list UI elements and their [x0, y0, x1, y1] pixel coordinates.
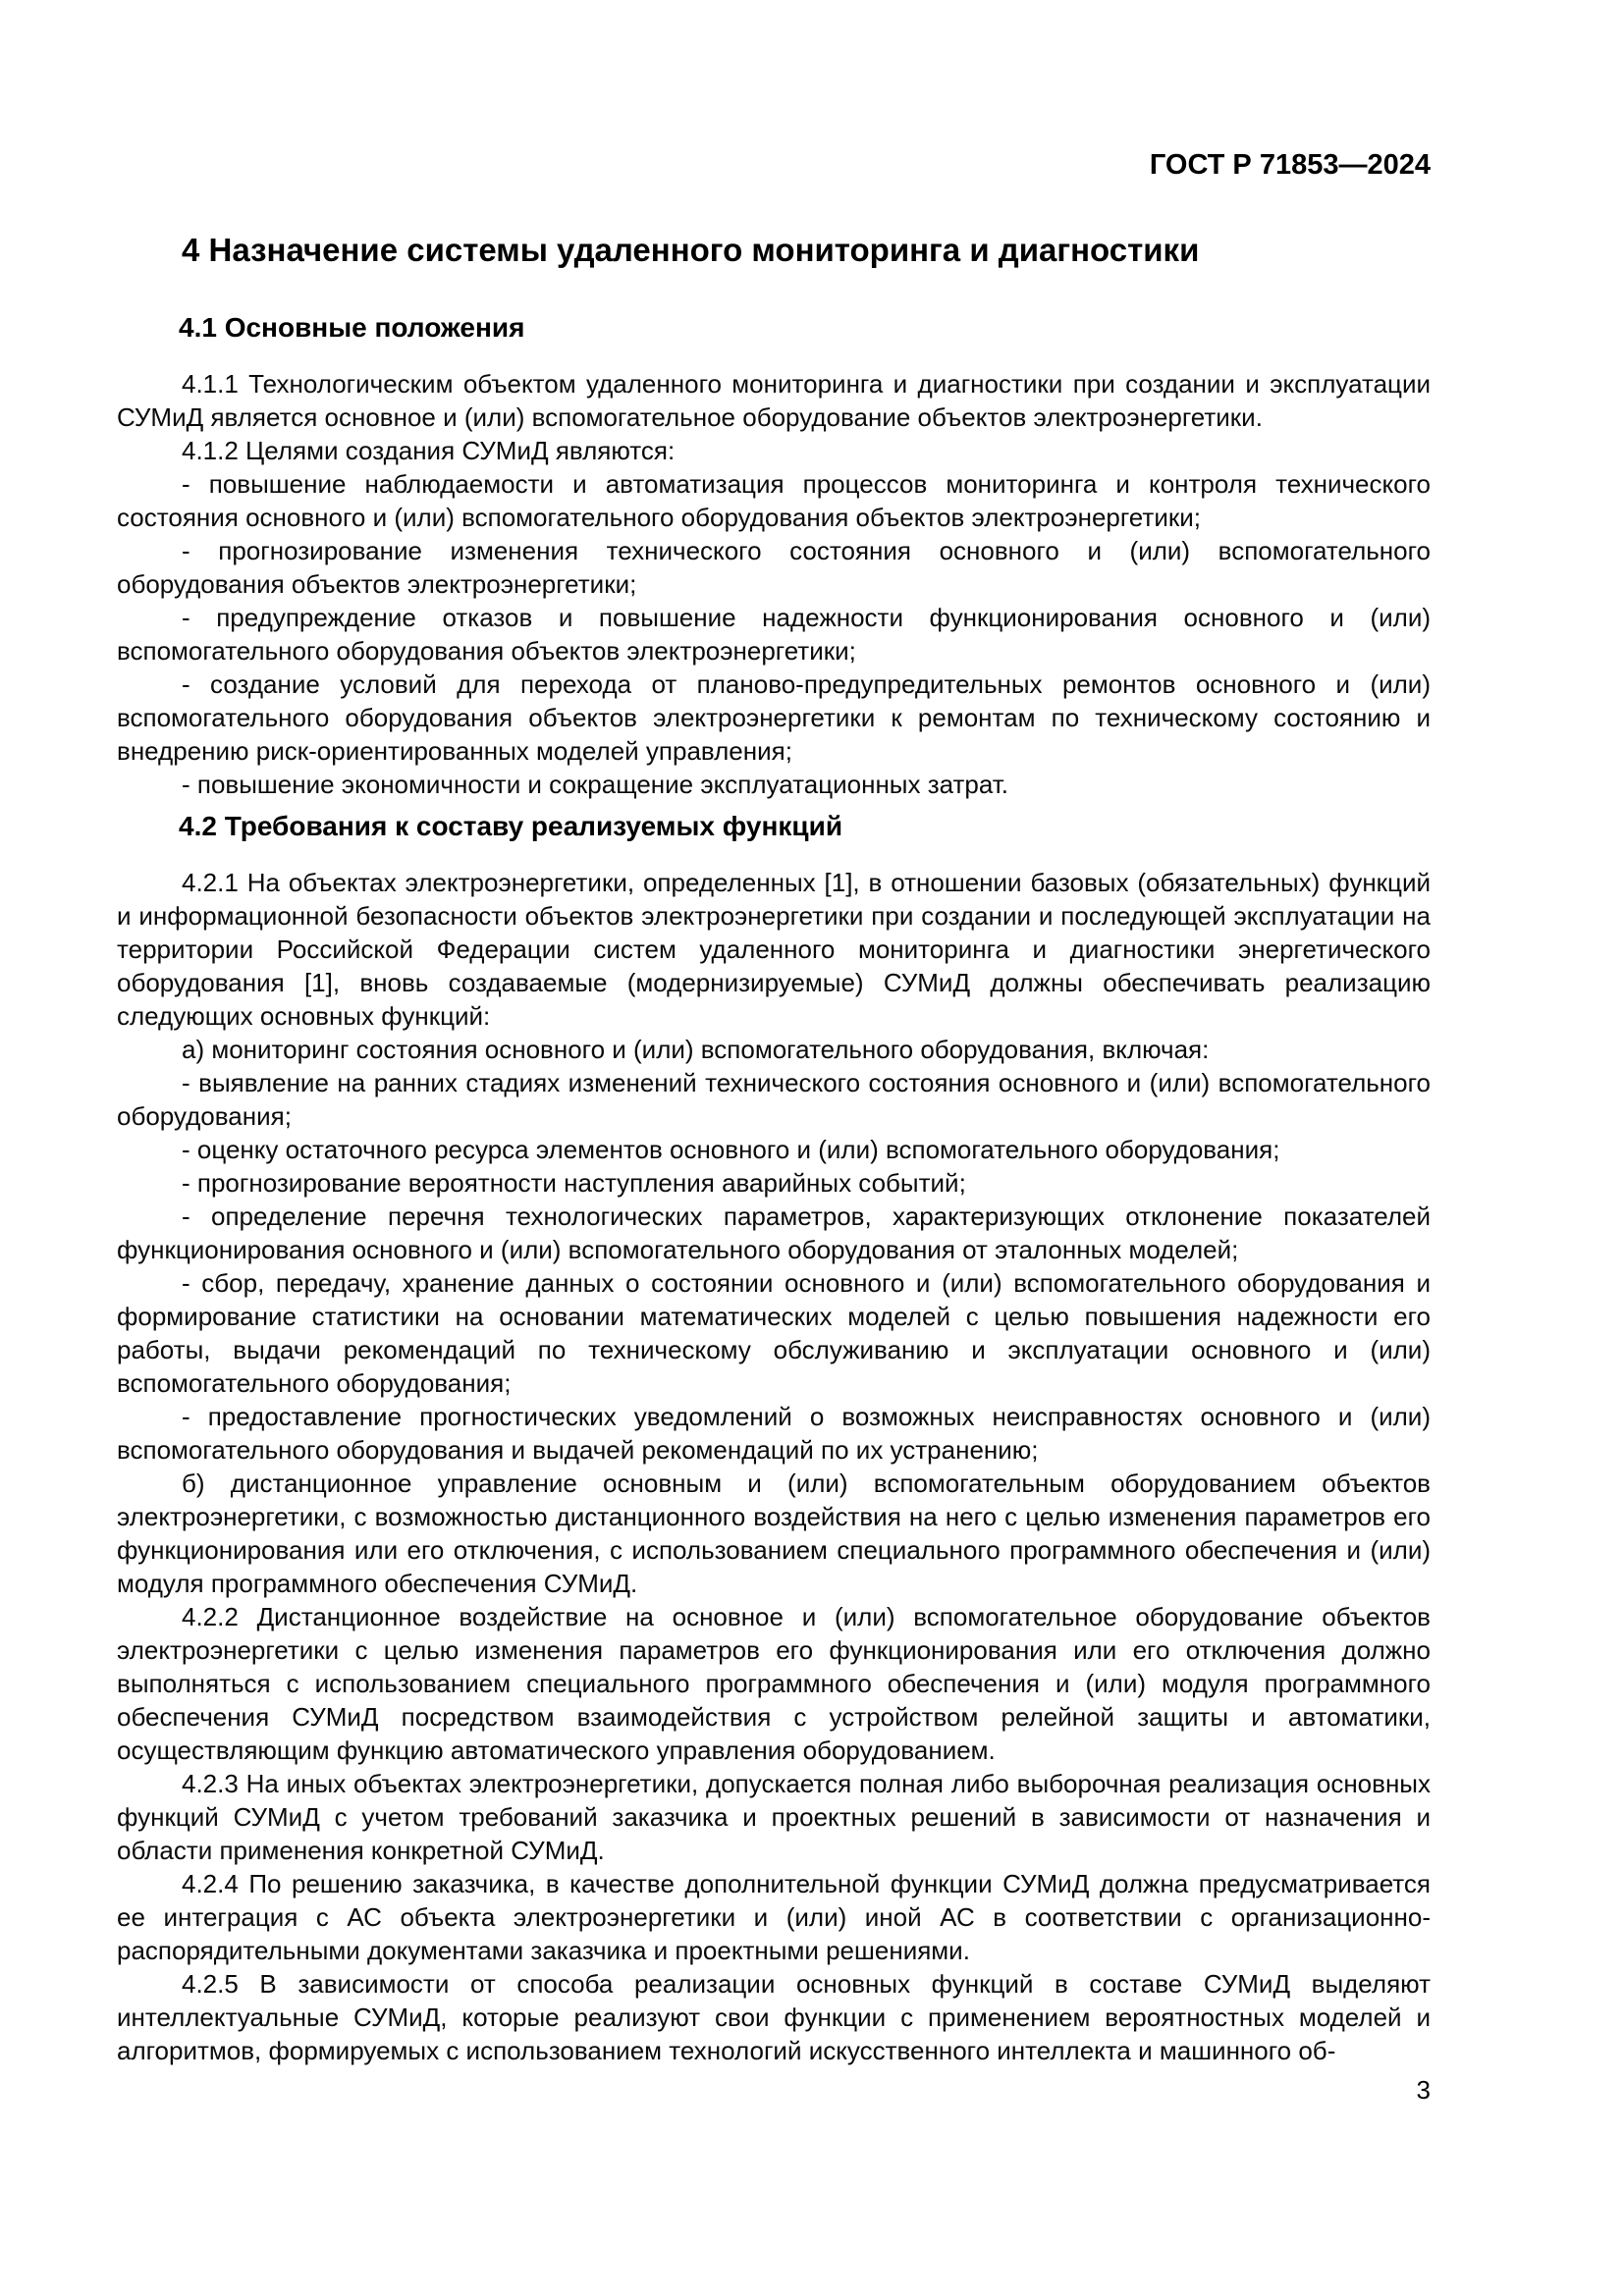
list-item: - сбор, передачу, хранение данных о состоянии основного и (или) вспомогательного оборудования и формирование статистики на основании математических моделей с целью повышения надежности его работы, выдачи рекомендаций по техническому обслуживанию и эксплуатации основного и (или) вспомогательного оборудования; — [117, 1268, 1431, 1398]
list-item: - предоставление прогностических уведомлений о возможных неисправностях основного и (или) вспомогательного оборудования и выдачей рекомендаций по их устранению; — [117, 1402, 1431, 1465]
list-item-b: б) дистанционное управление основным и (или) вспомогательным оборудованием объектов электроэнергетики, с возможностью дистанционного воздействия на него с целью изменения параметров его функционирования или его отключения, с использованием специального программного обеспечения и (или) модуля программного обеспечения СУМиД. — [117, 1468, 1431, 1598]
list-item: - создание условий для перехода от планово-предупредительных ремонтов основного и (или) вспомогательного оборудования объектов электроэнергетики к ремонтам по техническому состоянию и внедрению риск-ориентированных моделей управления; — [117, 669, 1431, 766]
list-item: - предупреждение отказов и повышение надежности функционирования основного и (или) вспомогательного оборудования объектов электроэнергетики; — [117, 603, 1431, 666]
paragraph-4-2-3: 4.2.3 На иных объектах электроэнергетики, допускается полная либо выборочная реализация основных функций СУМиД с учетом требований заказчика и проектных решений в зависимости от назначения и области применения конкретной СУМиД. — [117, 1769, 1431, 1865]
list-item: - оценку остаточного ресурса элементов основного и (или) вспомогательного оборудования; — [182, 1135, 1280, 1164]
list-item: - повышение экономичности и сокращение эксплуатационных затрат. — [182, 770, 1009, 799]
list-item-a: а) мониторинг состояния основного и (или) вспомогательного оборудования, включая: — [182, 1035, 1210, 1064]
list-item: - определение перечня технологических параметров, характеризующих отклонение показателей функционирования основного и (или) вспомогательного оборудования от эталонных моделей; — [117, 1201, 1431, 1264]
page-number: 3 — [1416, 2075, 1431, 2105]
paragraph-4-2-2: 4.2.2 Дистанционное воздействие на основное и (или) вспомогательное оборудование объектов электроэнергетики с целью изменения параметров его функционирования или его отключения должно выполняться с использованием специального программного обеспечения и (или) модуля программного обеспечения СУМиД посредством взаимодействия с устройством релейной защиты и автоматики, осуществляющим функцию автоматического управления оборудованием. — [117, 1602, 1431, 1765]
paragraph-4-1-2: 4.1.2 Целями создания СУМиД являются: — [182, 436, 676, 465]
section-4-heading: 4 Назначение системы удаленного мониторинга и диагностики — [182, 232, 1200, 268]
paragraph-4-2-1: 4.2.1 На объектах электроэнергетики, определенных [1], в отношении базовых (обязательных) функций и информационной безопасности объектов электроэнергетики при создании и последующей эксплуатации на территории Российской Федерации систем удаленного мониторинга и диагностики энергетического оборудования [1], вновь создаваемые (модернизируемые) СУМиД должны обеспечивать реализацию следующих основных функций: — [117, 868, 1431, 1031]
subsection-4-1-heading: 4.1 Основные положения — [179, 312, 525, 343]
page-content — [117, 149, 1431, 2105]
list-item: - прогнозирование вероятности наступления аварийных событий; — [182, 1168, 966, 1198]
paragraph-4-2-4: 4.2.4 По решению заказчика, в качестве дополнительной функции СУМиД должна предусматривается ее интеграция с АС объекта электроэнергетики и (или) иной АС в соответствии с организационно-распорядительными документами заказчика и проектными решениями. — [117, 1869, 1431, 1965]
list-item: - прогнозирование изменения технического состояния основного и (или) вспомогательного оборудования объектов электроэнергетики; — [117, 536, 1431, 599]
page-footer — [1417, 2075, 1431, 2105]
subsection-4-2-heading: 4.2 Требования к составу реализуемых функций — [179, 811, 843, 841]
doc-header — [117, 149, 1431, 181]
doc-number-label: ГОСТ Р 71853—2024 — [1149, 149, 1431, 181]
list-item: - выявление на ранних стадиях изменений технического состояния основного и (или) вспомогательного оборудования; — [117, 1068, 1431, 1131]
paragraph-4-1-1: 4.1.1 Технологическим объектом удаленного мониторинга и диагностики при создании и эксплуатации СУМиД является основное и (или) вспомогательное оборудование объектов электроэнергетики. — [117, 369, 1431, 432]
paragraph-4-2-5: 4.2.5 В зависимости от способа реализации основных функций в составе СУМиД выделяют интеллектуальные СУМиД, которые реализуют свои функции с применением вероятностных моделей и алгоритмов, формируемых с использованием технологий искусственного интеллекта и машинного об- — [117, 1969, 1431, 2065]
list-item: - повышение наблюдаемости и автоматизация процессов мониторинга и контроля технического состояния основного и (или) вспомогательного оборудования объектов электроэнергетики; — [117, 469, 1431, 532]
